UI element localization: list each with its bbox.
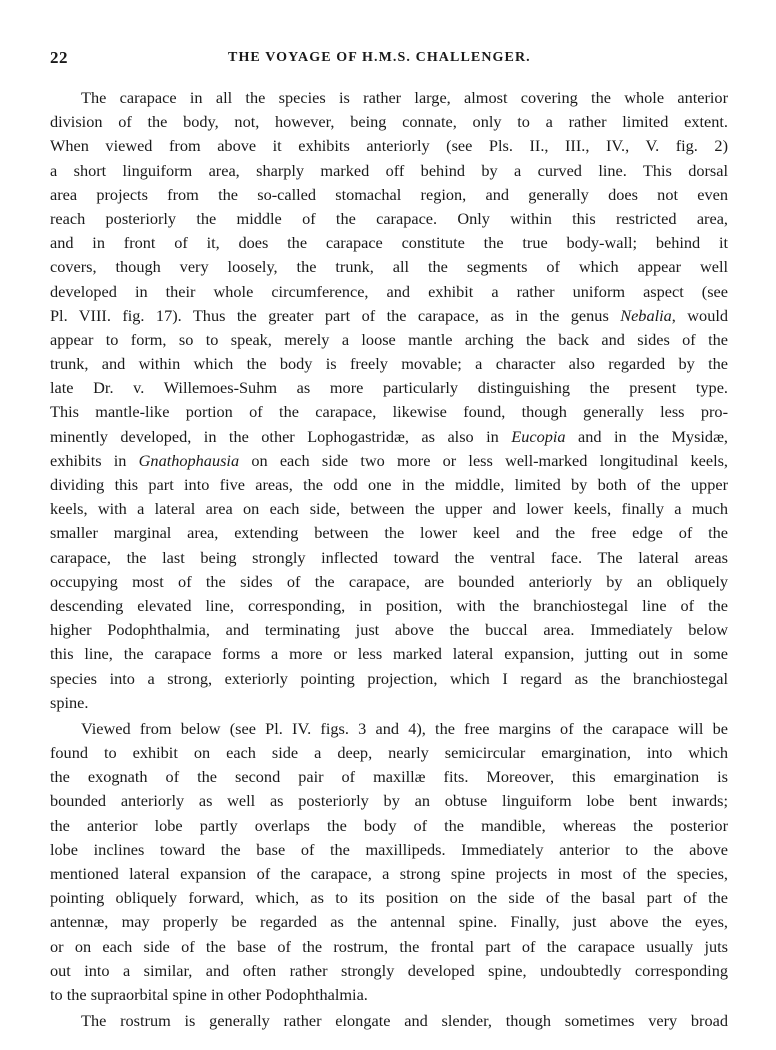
- running-title: THE VOYAGE OF H.M.S. CHALLENGER.: [228, 50, 531, 65]
- text-line: division of the body, not, however, being connate, only to a rather limited extent.: [50, 112, 728, 132]
- text-line: to the supraorbital spine in other Podophthalmia.: [50, 984, 368, 1004]
- text-line: species into a strong, exteriorly pointing projection, which I regard as the branchiostegal: [50, 668, 728, 688]
- text-line: the anterior lobe partly overlaps the body of the mandible, whereas the posterior: [50, 815, 728, 835]
- body-text: [50, 86, 728, 1033]
- text-line: Viewed from below (see Pl. IV. figs. 3 and 4), the free margins of the carapace will be: [81, 718, 728, 738]
- text-line: a short linguiform area, sharply marked off behind by a curved line. This dorsal: [50, 160, 728, 180]
- text-line: The rostrum is generally rather elongate and slender, though sometimes very broad: [81, 1011, 728, 1031]
- text-line: developed in their whole circumference, and exhibit a rather uniform aspect (see: [50, 281, 728, 301]
- text-line: Pl. VIII. fig. 17). Thus the greater part of the carapace, as in the genus Nebalia, would: [50, 305, 728, 325]
- text-line: occupying most of the sides of the carapace, are bounded anteriorly by an obliquely: [50, 571, 728, 591]
- text-line: trunk, and within which the body is freely movable; a character also regarded by the: [50, 354, 728, 374]
- text-line: and in front of it, does the carapace constitute the true body-wall; behind it: [50, 233, 728, 253]
- text-line: When viewed from above it exhibits anteriorly (see Pls. II., III., IV., V. fig. 2): [50, 136, 728, 156]
- text-line: mentioned lateral expansion of the carapace, a strong spine projects in most of the species,: [50, 864, 728, 883]
- text-line: pointing obliquely forward, which, as to its position on the side of the basal part of the: [50, 888, 728, 908]
- text-line: this line, the carapace forms a more or less marked lateral expansion, jutting out in some: [50, 644, 728, 664]
- text-line: appear to form, so to speak, merely a loose mantle arching the back and sides of the: [50, 329, 728, 349]
- text-line: keels, with a lateral area on each side, between the upper and lower keels, finally a much: [50, 499, 728, 519]
- text-line: dividing this part into five areas, the odd one in the middle, limited by both of the upper: [50, 475, 728, 494]
- text-line: bounded anteriorly as well as posteriorly by an obtuse linguiform lobe bent inwards;: [50, 791, 728, 811]
- page-header: [50, 48, 726, 70]
- page-number: 22: [50, 48, 68, 67]
- text-line: out into a similar, and often rather strongly developed spine, undoubtedly corresponding: [50, 960, 728, 980]
- text-line: minently developed, in the other Lophogastridæ, as also in Eucopia and in the Mysidæ,: [50, 426, 729, 446]
- text-line: antennæ, may properly be regarded as the antennal spine. Finally, just above the eyes,: [50, 912, 728, 932]
- paragraph: [50, 1009, 728, 1033]
- text-line: The carapace in all the species is rather large, almost covering the whole anterior: [81, 88, 728, 107]
- text-line: higher Podophthalmia, and terminating just above the buccal area. Immediately below: [50, 620, 728, 640]
- paragraph: [50, 86, 728, 715]
- text-line: or on each side of the base of the rostrum, the frontal part of the carapace usually juts: [50, 936, 728, 956]
- text-line: covers, though very loosely, the trunk, all the segments of which appear well: [50, 257, 728, 277]
- text-line: spine.: [50, 692, 89, 712]
- text-line: lobe inclines toward the base of the maxillipeds. Immediately anterior to the above: [50, 839, 728, 859]
- text-line: carapace, the last being strongly inflected toward the ventral face. The lateral areas: [50, 547, 728, 567]
- text-line: smaller marginal area, extending between the lower keel and the free edge of the: [50, 523, 728, 543]
- text-line: area projects from the so-called stomachal region, and generally does not even: [50, 184, 728, 204]
- text-line: late Dr. v. Willemoes-Suhm as more particularly distinguishing the present type.: [50, 378, 728, 398]
- paragraph: [50, 717, 728, 1007]
- text-line: found to exhibit on each side a deep, nearly semicircular emargination, into which: [50, 743, 728, 763]
- text-line: exhibits in Gnathophausia on each side two more or less well-marked longitudinal keels,: [50, 450, 729, 470]
- text-line: reach posteriorly the middle of the carapace. Only within this restricted area,: [50, 208, 728, 228]
- text-line: This mantle-like portion of the carapace, likewise found, though generally less pro-: [50, 402, 728, 422]
- text-line: the exognath of the second pair of maxillæ fits. Moreover, this emargination is: [50, 767, 728, 787]
- text-line: descending elevated line, corresponding, in position, with the branchiostegal line of the: [50, 595, 728, 615]
